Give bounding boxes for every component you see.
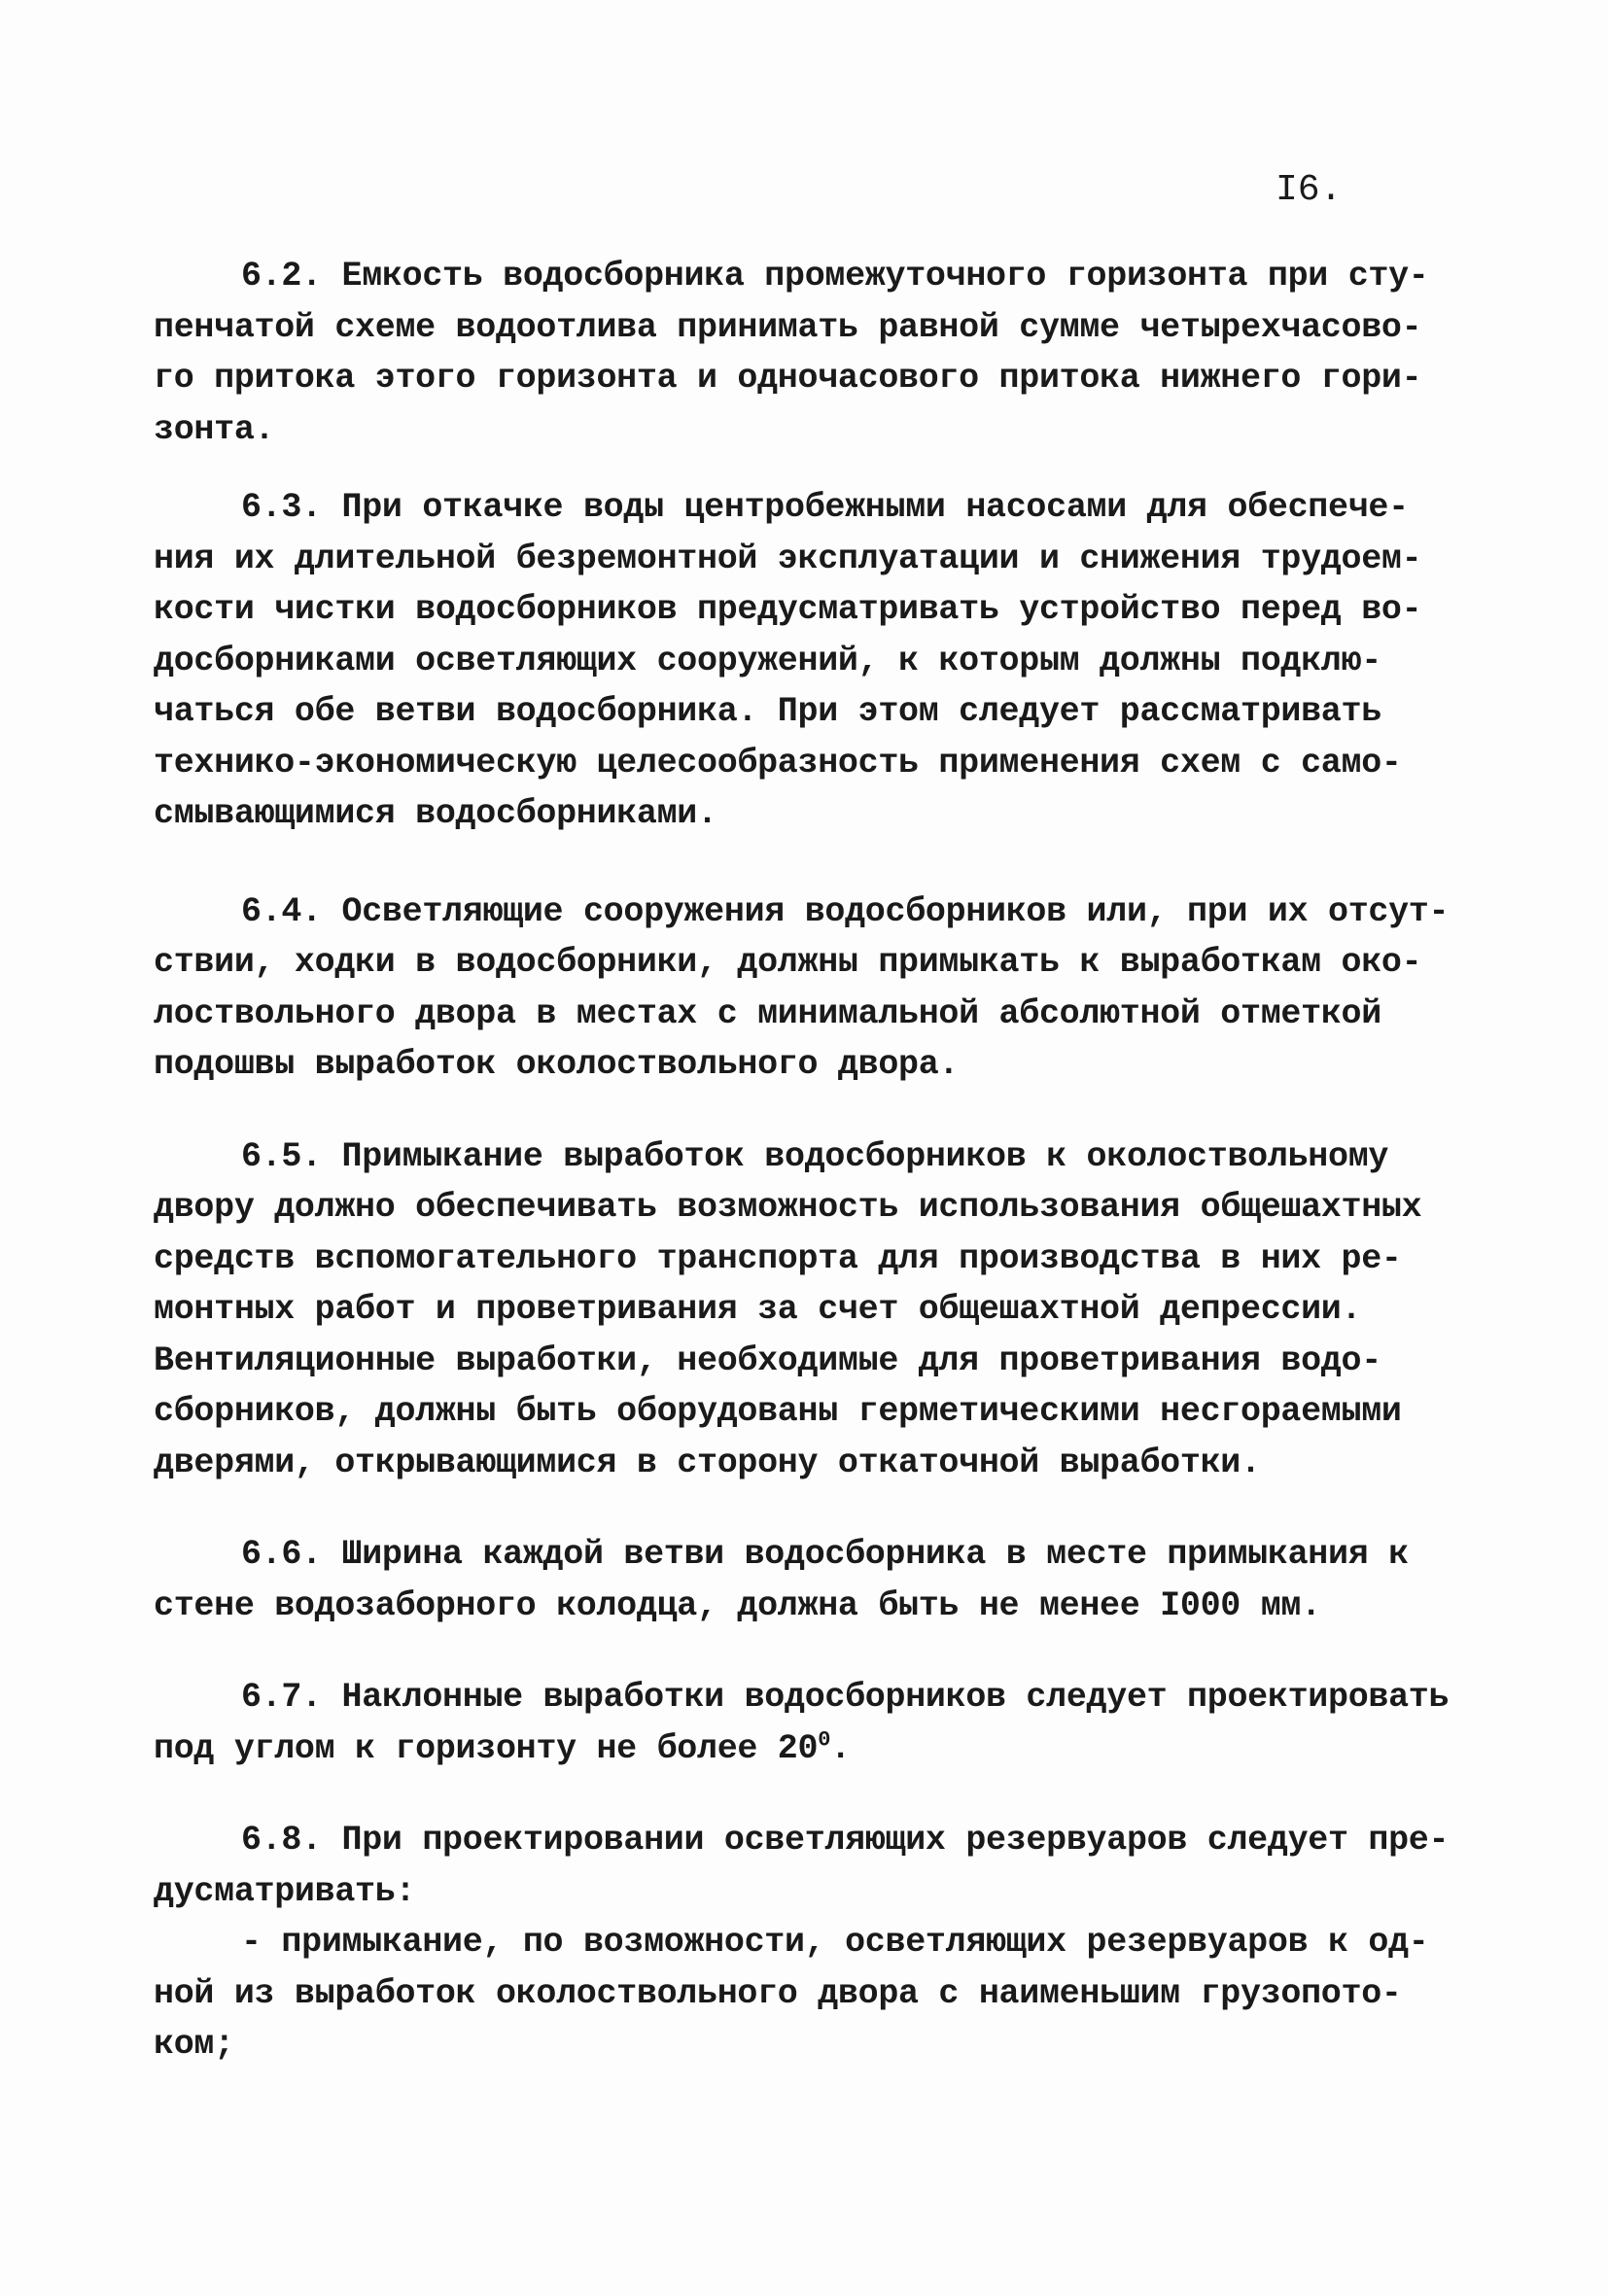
text-line: 6.4. Осветляющие сооружения водосборников или, при их отсут-: [241, 891, 1450, 931]
text-line: - примыкание, по возможности, осветляющих резервуаров к од-: [241, 1923, 1429, 1962]
text-line: ствии, ходки в водосборники, должны примыкать к выработкам око-: [154, 943, 1422, 982]
text-line-tail: .: [830, 1728, 851, 1768]
paragraph-6-6: [154, 1529, 1447, 1631]
text-line: смывающимися водосборниками.: [154, 794, 717, 833]
text-line: ной из выработок околоствольного двора с наименьшим грузопото-: [154, 1973, 1402, 2013]
paragraph-6-7: [154, 1672, 1450, 1774]
page-number: I6.: [1276, 169, 1343, 211]
text-line: чаться обе ветви водосборника. При этом следует рассматривать: [154, 692, 1381, 731]
paragraph-6-2: [154, 251, 1447, 455]
paragraph-6-8: [154, 1815, 1450, 2070]
text-line: [154, 1723, 1447, 1775]
text-line: 6.8. При проектировании осветляющих резервуаров следует пре-: [241, 1821, 1450, 1860]
text-line: монтных работ и проветривания за счет общешахтной депрессии.: [154, 1290, 1362, 1329]
text-line: Вентиляционные выработки, необходимые для проветривания водо-: [154, 1340, 1381, 1380]
text-line: подошвы выработок околоствольного двора.: [154, 1045, 960, 1084]
paragraph-6-5: [154, 1131, 1447, 1489]
paragraph-6-3: [154, 482, 1447, 840]
text-line-body: под углом к горизонту не более 20: [154, 1728, 819, 1768]
text-line: лоствольного двора в местах с минимальной абсолютной отметкой: [154, 993, 1381, 1033]
text-line: кости чистки водосборников предусматривать устройство перед во-: [154, 590, 1422, 629]
degree-superscript: 0: [818, 1726, 831, 1752]
text-line: дусматривать:: [154, 1871, 416, 1911]
text-line: ния их длительной безремонтной эксплуатации и снижения трудоем-: [154, 539, 1422, 578]
text-line: 6.5. Примыкание выработок водосборников к околоствольному: [241, 1136, 1389, 1176]
text-line: сборников, должны быть оборудованы герметическими несгораемыми: [154, 1392, 1402, 1431]
paragraph-6-4: [154, 887, 1450, 1091]
text-line: двору должно обеспечивать возможность использования общешахтных: [154, 1188, 1422, 1227]
text-line: пенчатой схеме водоотлива принимать равной сумме четырехчасово-: [154, 307, 1422, 347]
text-line: 6.6. Ширина каждой ветви водосборника в месте примыкания к: [241, 1535, 1409, 1574]
text-line: 6.3. При откачке воды центробежными насосами для обеспече-: [241, 488, 1409, 527]
text-line: ком;: [154, 2025, 234, 2064]
text-line: 6.7. Наклонные выработки водосборников следует проектировать: [241, 1678, 1450, 1717]
text-line: дверями, открывающимися в сторону откаточной выработки.: [154, 1443, 1261, 1482]
document-body: [154, 251, 1450, 2070]
text-line: средств вспомогательного транспорта для производства в них ре-: [154, 1238, 1402, 1278]
text-line: зонта.: [154, 409, 275, 449]
text-line: 6.2. Емкость водосборника промежуточного горизонта при сту-: [241, 257, 1429, 296]
text-line: го притока этого горизонта и одночасового притока нижнего гори-: [154, 359, 1422, 398]
text-line: технико-экономическую целесообразность применения схем с само-: [154, 743, 1402, 783]
text-line: досборниками осветляющих сооружений, к которым должны подклю-: [154, 641, 1381, 680]
text-line: стене водозаборного колодца, должна быть не менее I000 мм.: [154, 1585, 1321, 1625]
